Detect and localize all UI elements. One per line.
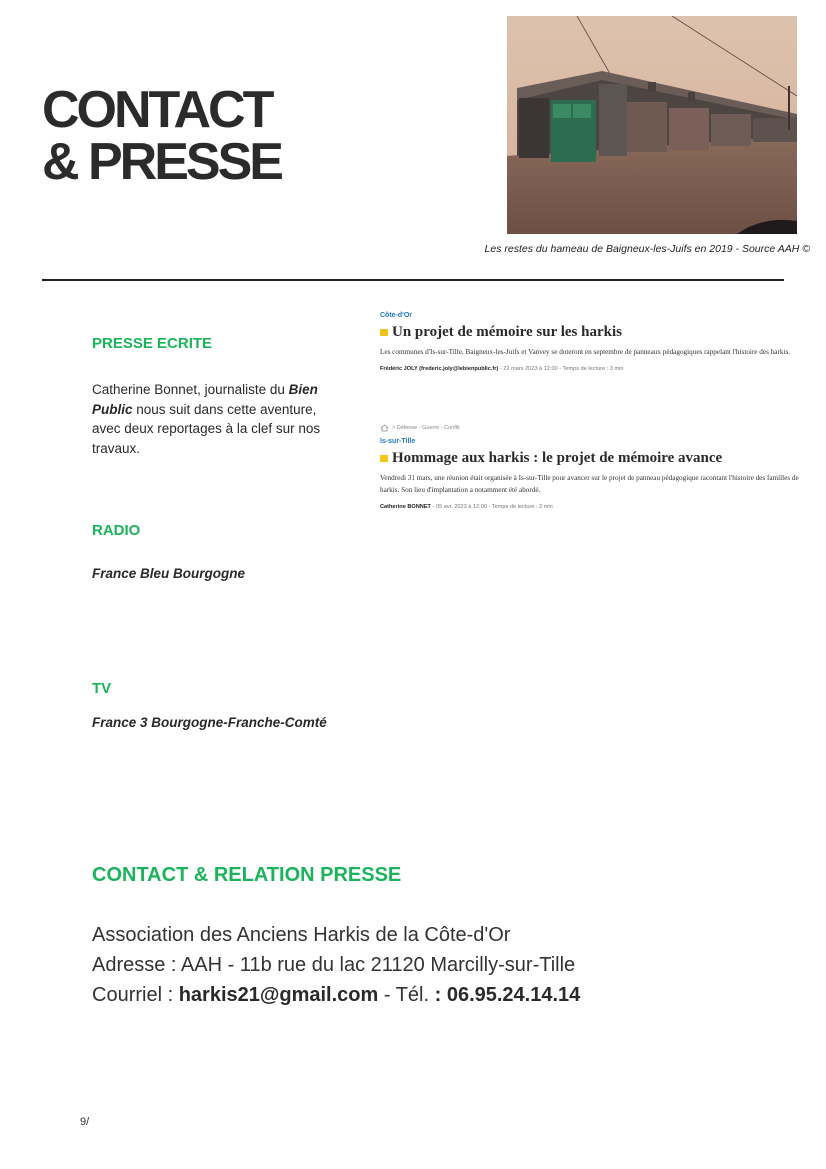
newspaper-name: Bien Public — [92, 382, 318, 417]
phone-label: - Tél. — [378, 984, 435, 1006]
divider — [42, 279, 784, 281]
article-2-lead: Vendredi 31 mars, une réunion était organisée à Is-sur-Tille pour avancer sur le projet de panneau pédagogique racontant l'histoire des familles de harkis. Son lieu d'implantation a notamment été abordé. — [380, 474, 799, 494]
page-number: 9/ — [80, 1116, 90, 1128]
press-text-before: Catherine Bonnet, journaliste du — [92, 382, 289, 397]
photo-caption: Les restes du hameau de Baigneux-les-Juifs en 2019 - Source AAH © — [484, 243, 810, 255]
contact-heading: CONTACT & RELATION PRESSE — [92, 864, 402, 886]
tv-channel: France 3 Bourgogne-Franche-Comté — [92, 715, 327, 730]
contact-address: Adresse : AAH - 11b rue du lac 21120 Marcilly-sur-Tille — [92, 954, 576, 976]
article-1-headline: Un projet de mémoire sur les harkis — [392, 324, 622, 340]
tv-heading: TV — [92, 680, 112, 697]
article-2-headline-row — [380, 450, 800, 467]
page-title-line2: & PRESSE — [42, 133, 281, 191]
article-2-meta — [380, 504, 800, 510]
premium-badge-icon — [380, 455, 388, 462]
article-1-headline-row — [380, 324, 800, 341]
page-title-line1: CONTACT — [42, 81, 272, 139]
press-text-after: nous suit dans cette aventure, avec deux reportages à la clef sur nos travaux. — [92, 401, 321, 456]
article-2-category: Is-sur-Tille — [380, 438, 416, 445]
article-1-author: Frédéric JOLY (frederic.joly@lebienpublic.fr) — [380, 366, 499, 372]
article-clip-2 — [380, 424, 800, 510]
article-2-breadcrumb — [380, 424, 800, 432]
article-1-meta — [380, 366, 800, 372]
article-2-author: Catherine BONNET — [380, 504, 431, 510]
home-icon — [380, 424, 389, 432]
press-written-heading: PRESSE ECRITE — [92, 335, 213, 352]
article-2-date: - 05 avr. 2023 à 12:00 - Temps de lecture : 2 min — [430, 504, 553, 510]
radio-station: France Bleu Bourgogne — [92, 566, 246, 581]
email-link[interactable]: harkis21@gmail.com — [178, 984, 379, 1006]
article-clip-1 — [380, 312, 800, 372]
hamlet-photo — [507, 16, 797, 234]
page-title — [42, 81, 281, 191]
premium-badge-icon — [380, 329, 388, 336]
article-1-category: Côte-d'Or — [380, 312, 412, 319]
phone-number[interactable]: : 06.95.24.14.14 — [434, 984, 581, 1006]
article-2-breadcrumb-text: > Défense - Guerre - Conflit — [392, 425, 460, 431]
contact-email-phone — [92, 980, 580, 1010]
email-label: Courriel : — [92, 984, 179, 1006]
article-2-headline: Hommage aux harkis : le projet de mémoire avance — [392, 450, 723, 466]
article-1-date: - 22 mars 2023 à 12:00 - Temps de lecture : 3 min — [498, 366, 624, 372]
article-1-lead: Les communes d'Is-sur-Tille, Baigneux-les-Juifs et Vanvey se doteront en septembre de panneaux pédagogiques rappelant l'histoire des harkis. — [380, 348, 791, 356]
radio-heading: RADIO — [92, 522, 141, 539]
contact-details — [92, 920, 580, 1010]
contact-association: Association des Anciens Harkis de la Côte-d'Or — [92, 924, 511, 946]
press-written-text — [92, 380, 348, 458]
